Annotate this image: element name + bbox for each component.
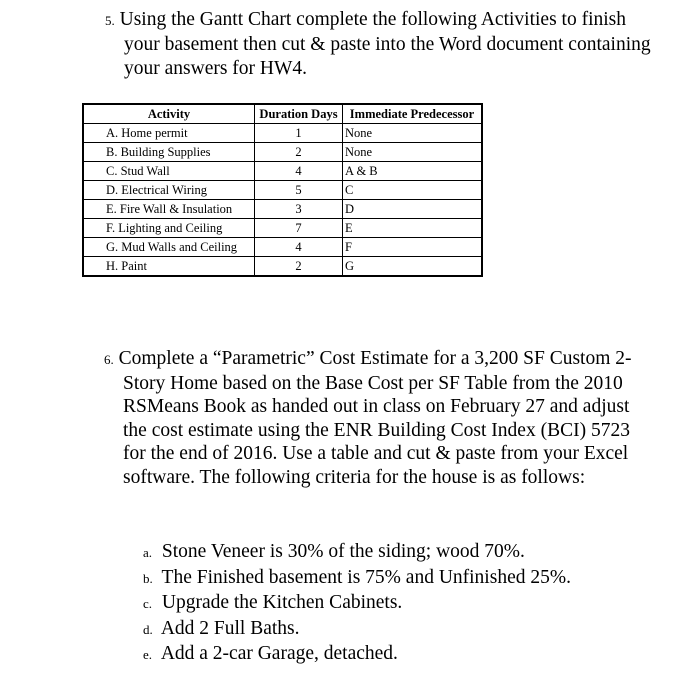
list-item-text: Stone Veneer is 30% of the siding; wood 70%. bbox=[161, 541, 525, 562]
table-row bbox=[83, 238, 482, 257]
list-item bbox=[143, 642, 571, 668]
predecessor-cell: D bbox=[343, 200, 483, 219]
list-item-text: Upgrade the Kitchen Cabinets. bbox=[161, 592, 403, 613]
question-6-number: 6. bbox=[104, 352, 114, 367]
duration-cell: 2 bbox=[255, 143, 343, 162]
activity-cell: H. Paint bbox=[83, 257, 255, 277]
list-item bbox=[143, 617, 571, 643]
header-activity: Activity bbox=[83, 104, 255, 124]
activity-cell: F. Lighting and Ceiling bbox=[83, 219, 255, 238]
predecessor-cell: None bbox=[343, 124, 483, 143]
duration-cell: 3 bbox=[255, 200, 343, 219]
activity-cell: A. Home permit bbox=[83, 124, 255, 143]
predecessor-cell: A & B bbox=[343, 162, 483, 181]
list-item-text: Add a 2-car Garage, detached. bbox=[160, 643, 398, 664]
question-5-number: 5. bbox=[105, 13, 115, 28]
predecessor-cell: E bbox=[343, 219, 483, 238]
duration-cell: 1 bbox=[255, 124, 343, 143]
table-row bbox=[83, 200, 482, 219]
question-6-text: Complete a “Parametric” Cost Estimate for a 3,200 SF Custom 2-Story Home based on the Base Cost per SF Table from the 2010 RSMeans Book as handed out in class on February 27 and adjust the cost estimate using the ENR Building Cost Index (BCI) 5723 for the end of 2016. Use a table and cut & paste from your Excel software. The following criteria for the house is as follows: bbox=[118, 348, 632, 488]
list-item-text: Add 2 Full Baths. bbox=[160, 617, 300, 639]
duration-cell: 2 bbox=[255, 257, 343, 277]
list-item bbox=[143, 591, 571, 617]
list-item-label: c. bbox=[143, 596, 153, 611]
table-row bbox=[83, 162, 482, 181]
duration-cell: 5 bbox=[255, 181, 343, 200]
list-item-text: The Finished basement is 75% and Unfinished 25%. bbox=[161, 566, 571, 588]
activity-cell: C. Stud Wall bbox=[83, 162, 255, 181]
duration-cell: 4 bbox=[255, 238, 343, 257]
activity-table bbox=[82, 103, 483, 277]
activity-cell: D. Electrical Wiring bbox=[83, 181, 255, 200]
duration-cell: 4 bbox=[255, 162, 343, 181]
question-5-paragraph bbox=[105, 8, 665, 81]
question-6 bbox=[104, 347, 634, 490]
table-row bbox=[83, 219, 482, 238]
duration-cell: 7 bbox=[255, 219, 343, 238]
question-5 bbox=[105, 8, 665, 81]
predecessor-cell: G bbox=[343, 257, 483, 277]
table-header-row bbox=[83, 104, 482, 124]
predecessor-cell: F bbox=[343, 238, 483, 257]
list-item bbox=[143, 540, 571, 566]
header-predecessor: Immediate Predecessor bbox=[343, 104, 483, 124]
header-duration: Duration Days bbox=[255, 104, 343, 124]
list-item-label: e. bbox=[143, 647, 153, 662]
table-row bbox=[83, 257, 482, 277]
activity-cell: E. Fire Wall & Insulation bbox=[83, 200, 255, 219]
list-item bbox=[143, 566, 571, 592]
predecessor-cell: None bbox=[343, 143, 483, 162]
list-item-label: b. bbox=[143, 570, 153, 586]
activity-cell: B. Building Supplies bbox=[83, 143, 255, 162]
list-item-label: a. bbox=[143, 545, 153, 560]
predecessor-cell: C bbox=[343, 181, 483, 200]
table-row bbox=[83, 124, 482, 143]
list-item-label: d. bbox=[143, 621, 153, 637]
question-5-text: Using the Gantt Chart complete the following Activities to finish your basement then cut & paste into the Word document containing your answers for HW4. bbox=[119, 9, 651, 79]
question-6-paragraph bbox=[104, 347, 634, 490]
activity-cell: G. Mud Walls and Ceiling bbox=[83, 238, 255, 257]
criteria-list bbox=[143, 540, 571, 668]
table-row bbox=[83, 181, 482, 200]
table-row bbox=[83, 143, 482, 162]
